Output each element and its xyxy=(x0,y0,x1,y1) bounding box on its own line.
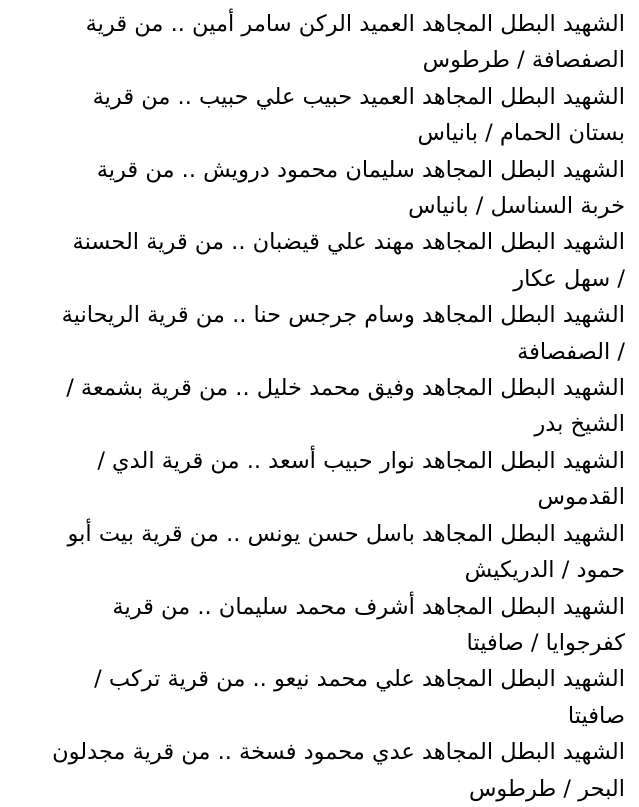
entry-line: الصفصافة / طرطوس xyxy=(422,47,625,74)
entry-line: الشهيد البطل المجاهد العميد الركن سامر أمين .. من قرية xyxy=(85,11,625,37)
list-item xyxy=(12,6,625,79)
entry-line: الشهيد البطل المجاهد أشرف محمد سليمان .. من قرية xyxy=(112,593,625,620)
entry-line: / سهل عكار xyxy=(513,265,625,292)
entry-line: البحر / طرطوس xyxy=(468,775,625,802)
entry-line: الشهيد البطل المجاهد العميد حبيب علي حبيب .. من قرية xyxy=(92,83,625,110)
list-item xyxy=(12,661,625,734)
list-item xyxy=(12,589,625,662)
entry-line: بستان الحمام / بانياس xyxy=(417,120,625,147)
entry-line: كفرجوايا / صافيتا xyxy=(466,629,625,656)
entry-line: الشهيد البطل المجاهد سليمان محمود درويش .. من قرية xyxy=(96,156,625,183)
entry-line: الشهيد البطل المجاهد علي محمد نيعو .. من قرية تركب / xyxy=(94,666,625,693)
entry-line: الشهيد البطل المجاهد وسام جرجس حنا .. من قرية الريحانية xyxy=(61,302,625,329)
entry-line: صافيتا xyxy=(567,702,625,729)
entry-line: الشهيد البطل المجاهد وفيق محمد خليل .. من قرية بشمعة / xyxy=(66,375,625,402)
list-item xyxy=(12,516,625,589)
list-item xyxy=(12,152,625,225)
list-item xyxy=(12,224,625,297)
entry-line: خربة السناسل / بانياس xyxy=(408,193,625,220)
entry-line: الشهيد البطل المجاهد نوار حبيب أسعد .. من قرية الدي / xyxy=(97,447,625,474)
entry-line: / الصفصافة xyxy=(517,338,625,365)
list-item xyxy=(12,79,625,152)
list-item xyxy=(12,370,625,443)
entry-line: الشهيد البطل المجاهد مهند علي قيضبان .. من قرية الحسنة xyxy=(72,229,625,256)
list-item xyxy=(12,443,625,516)
entry-line: الشيخ بدر xyxy=(534,411,625,438)
list-item xyxy=(12,297,625,370)
entry-line: الشهيد البطل المجاهد باسل حسن يونس .. من قرية بيت أبو xyxy=(67,520,625,547)
entry-line: القدموس xyxy=(537,484,625,511)
entry-line: حمود / الدريكيش xyxy=(464,557,625,584)
entry-line: الشهيد البطل المجاهد عدي محمود فسخة .. من قرية مجدلون xyxy=(52,739,625,766)
list-item xyxy=(12,734,625,807)
